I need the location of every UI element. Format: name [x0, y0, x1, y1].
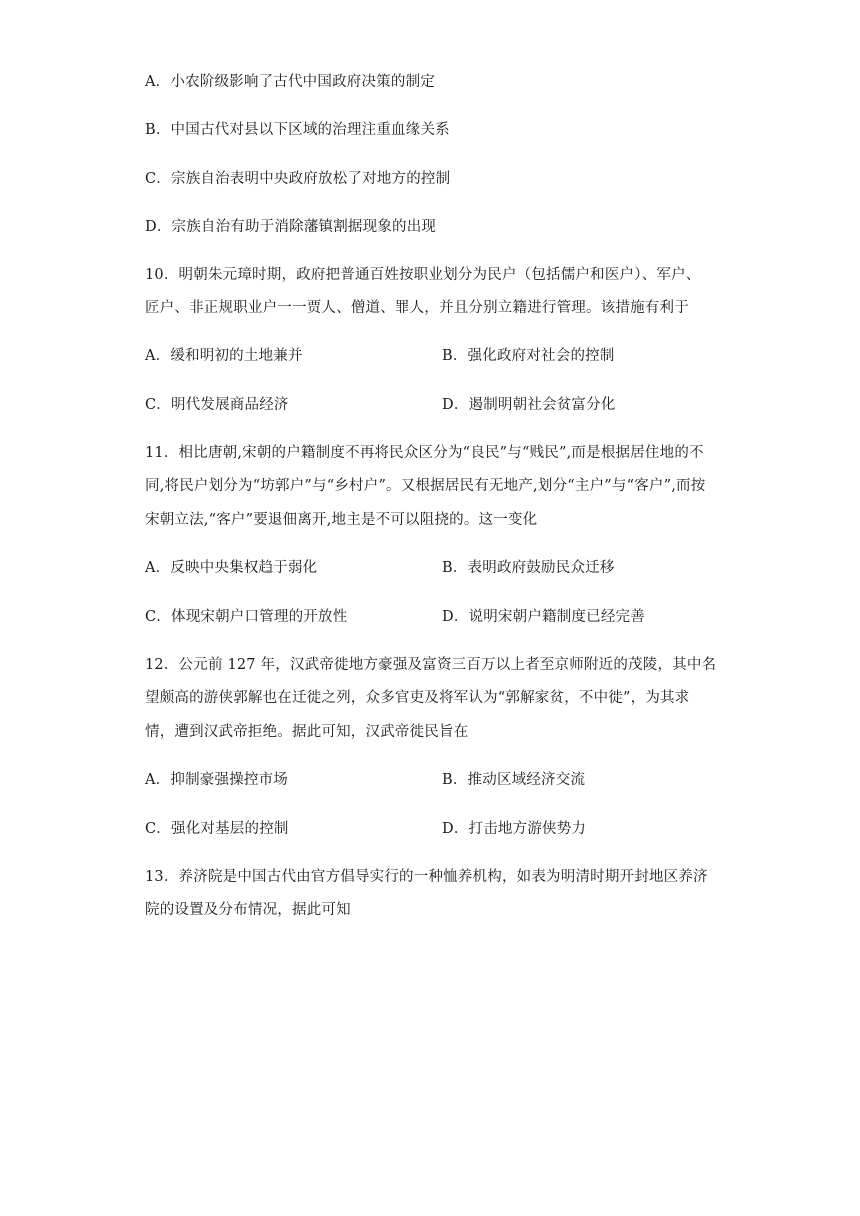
- q11-option-a: A．反映中央集权趋于弱化: [145, 560, 318, 576]
- q11-option-c: C．体现宋朝户口管理的开放性: [145, 609, 348, 625]
- q10-option-a: A．缓和明初的土地兼并: [145, 348, 303, 364]
- q9-option-d: D．宗族自治有助于消除藩镇割据现象的出现: [145, 219, 437, 235]
- q12-option-a: A．抑制豪强操控市场: [145, 772, 288, 788]
- q10-option-b: B．强化政府对社会的控制: [442, 348, 615, 364]
- q11-stem-line-3: 宋朝立法,“客户”要退佃离开,地主是不可以阻挠的。这一变化: [145, 512, 538, 528]
- q12-stem-line-3: 情，遭到汉武帝拒绝。据此可知，汉武帝徙民旨在: [145, 724, 469, 740]
- q12-stem-line-1: 12．公元前 127 年，汉武帝徙地方豪强及富资三百万以上者至京师附近的茂陵，其中名: [145, 657, 717, 673]
- q10-stem-line-2: 匠户、非正规职业户一一贾人、僧道、罪人，并且分别立籍进行管理。该措施有利于: [145, 300, 689, 316]
- q9-option-c: C．宗族自治表明中央政府放松了对地方的控制: [145, 171, 451, 187]
- q13-stem-line-2: 院的设置及分布情况，据此可知: [145, 902, 351, 918]
- q12-option-c: C．强化对基层的控制: [145, 821, 289, 837]
- q9-option-b: B．中国古代对县以下区域的治理注重血缘关系: [145, 122, 450, 138]
- q13-stem-line-1: 13．养济院是中国古代由官方倡导实行的一种恤养机构，如表为明清时期开封地区养济: [145, 869, 708, 885]
- q11-stem-line-2: 同,将民户划分为“坊郭户”与“乡村户”。又根据居民有无地产,划分“主户”与“客户”,而按: [145, 478, 706, 494]
- q12-option-d: D．打击地方游侠势力: [442, 821, 587, 837]
- q11-option-d: D．说明宋朝户籍制度已经完善: [442, 609, 645, 625]
- q12-option-b: B．推动区域经济交流: [442, 772, 586, 788]
- q11-stem-line-1: 11．相比唐朝,宋朝的户籍制度不再将民众区分为“良民”与“贱民”,而是根据居住地的不: [145, 445, 704, 461]
- q12-stem-line-2: 望颇高的游侠郭解也在迁徙之列，众多官吏及将军认为“郭解家贫，不中徙”，为其求: [145, 690, 690, 706]
- q10-option-d: D．遏制明朝社会贫富分化: [442, 397, 616, 413]
- q11-option-b: B．表明政府鼓励民众迁移: [442, 560, 615, 576]
- q9-option-a: A．小农阶级影响了古代中国政府决策的制定: [145, 74, 435, 90]
- q10-option-c: C．明代发展商品经济: [145, 397, 289, 413]
- q10-stem-line-1: 10．明朝朱元璋时期，政府把普通百姓按职业划分为民户（包括儒户和医户）、军户、: [145, 267, 701, 283]
